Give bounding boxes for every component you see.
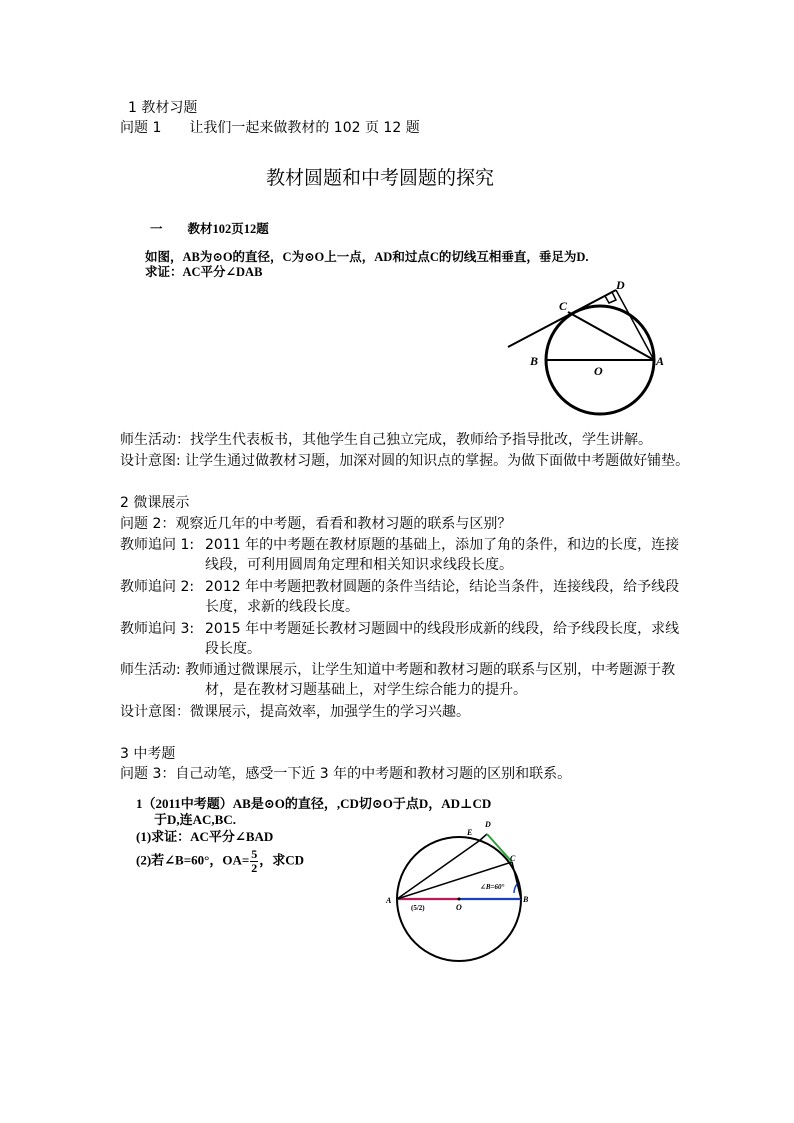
problem2-part2-suffix: ，求CD: [259, 852, 305, 868]
figure1-label-o: O: [594, 364, 603, 378]
fraction-denominator: 2: [251, 861, 258, 875]
figure2-label-d: D: [485, 820, 491, 829]
figure1-label-d: D: [616, 278, 625, 292]
followup3-line1: 2015 年中考题延长教材习题圆中的线段形成新的线段，给予线段长度，求线: [205, 621, 680, 637]
figure1-label-b: B: [530, 354, 539, 368]
figure2-label-b: B: [523, 895, 529, 904]
problem2-part1: (1)求证：AC平分∠BAD: [136, 829, 274, 844]
activity2-line1: 师生活动: 教师通过微课展示，让学生知道中考题和教材习题的联系与区别，中考题源于教: [120, 662, 676, 678]
followup2-label: 教师追问 2:: [120, 579, 195, 595]
figure2-angle-label: ∠B=60°: [480, 883, 505, 891]
figure2-tangent-cd: [487, 834, 512, 862]
problem2-statement-cont: 于D,连AC,BC.: [154, 812, 236, 827]
figure2-length-label: (5/2): [411, 904, 425, 912]
figure2-circle-diagram: [380, 812, 540, 962]
followup2-line1: 2012 年中考题把教材圆题的条件当结论，结论当条件，连接线段，给予线段: [205, 579, 680, 595]
followup1-line2: 线段，可利用圆周角定理和相关知识求线段长度。: [205, 557, 513, 573]
figure1-label-a: A: [656, 354, 665, 368]
followup1-line1: 2011 年的中考题在教材原题的基础上，添加了角的条件，和边的长度，连接: [205, 537, 680, 553]
activity1-text: 师生活动：找学生代表板书，其他学生自己独立完成，教师给予指导批改，学生讲解。: [120, 432, 652, 448]
section3-question: 问题 3：自己动笔，感受一下近 3 年的中考题和教材习题的区别和联系。: [120, 766, 572, 782]
figure1-label-c: C: [559, 299, 568, 313]
problem2-part2-prefix: (2)若∠B=60°，OA=: [136, 852, 250, 868]
activity2-line2: 材，是在教材习题基础上，对学生综合能力的提升。: [205, 682, 527, 698]
figure2-label-a: A: [386, 896, 392, 905]
problem2-part2: [136, 848, 304, 875]
figure2-line-ed: [479, 834, 487, 841]
section2-question: 问题 2：观察近几年的中考题，看看和教材习题的联系与区别？: [120, 516, 512, 532]
figure1-right-angle-mark: [605, 292, 616, 303]
design2-text: 设计意图：微课展示，提高效率，加强学生的学习兴趣。: [120, 704, 470, 720]
section1-heading: 1 教材习题: [128, 100, 198, 116]
figure2-label-o: O: [456, 903, 462, 912]
page-title: 教材圆题和中考圆题的探究: [266, 167, 495, 189]
figure2-angle-arc: [514, 884, 517, 893]
fraction-five-halves: [250, 848, 258, 875]
followup3-label: 教师追问 3:: [120, 621, 195, 637]
figure2-chord-ac: [397, 862, 512, 899]
figure2-center-point: [458, 898, 461, 901]
section2-heading: 2 微课展示: [120, 495, 190, 511]
design1-text: 设计意图: 让学生通过做教材习题，加深对圆的知识点的掌握。为做下面做中考题做好铺垫。: [120, 453, 690, 469]
fraction-numerator: 5: [251, 847, 258, 861]
problem2-statement: 1（2011中考题）AB是⊙O的直径，,CD切⊙O于点D，AD⊥CD: [136, 796, 492, 811]
problem1-prove: 求证：AC平分∠DAB: [145, 265, 263, 279]
figure1-circle-diagram: [500, 272, 680, 422]
figure2-chord-cb: [512, 862, 521, 899]
section1-question: 问题 1 让我们一起来做教材的 102 页 12 题: [120, 120, 420, 136]
figure2-label-e: E: [467, 828, 473, 837]
followup1-label: 教师追问 1:: [120, 537, 195, 553]
figure2-label-c: C: [510, 854, 516, 863]
followup3-line2: 段长度。: [205, 641, 261, 657]
problem1-statement: 如图，AB为⊙O的直径，C为⊙O上一点，AD和过点C的切线互相垂直，垂足为D.: [145, 250, 589, 264]
section3-heading: 3 中考题: [120, 746, 176, 762]
figure2-chord-ae: [397, 841, 479, 899]
subheading: 一 教材102页12题: [150, 222, 269, 236]
followup2-line2: 长度，求新的线段长度。: [205, 599, 359, 615]
